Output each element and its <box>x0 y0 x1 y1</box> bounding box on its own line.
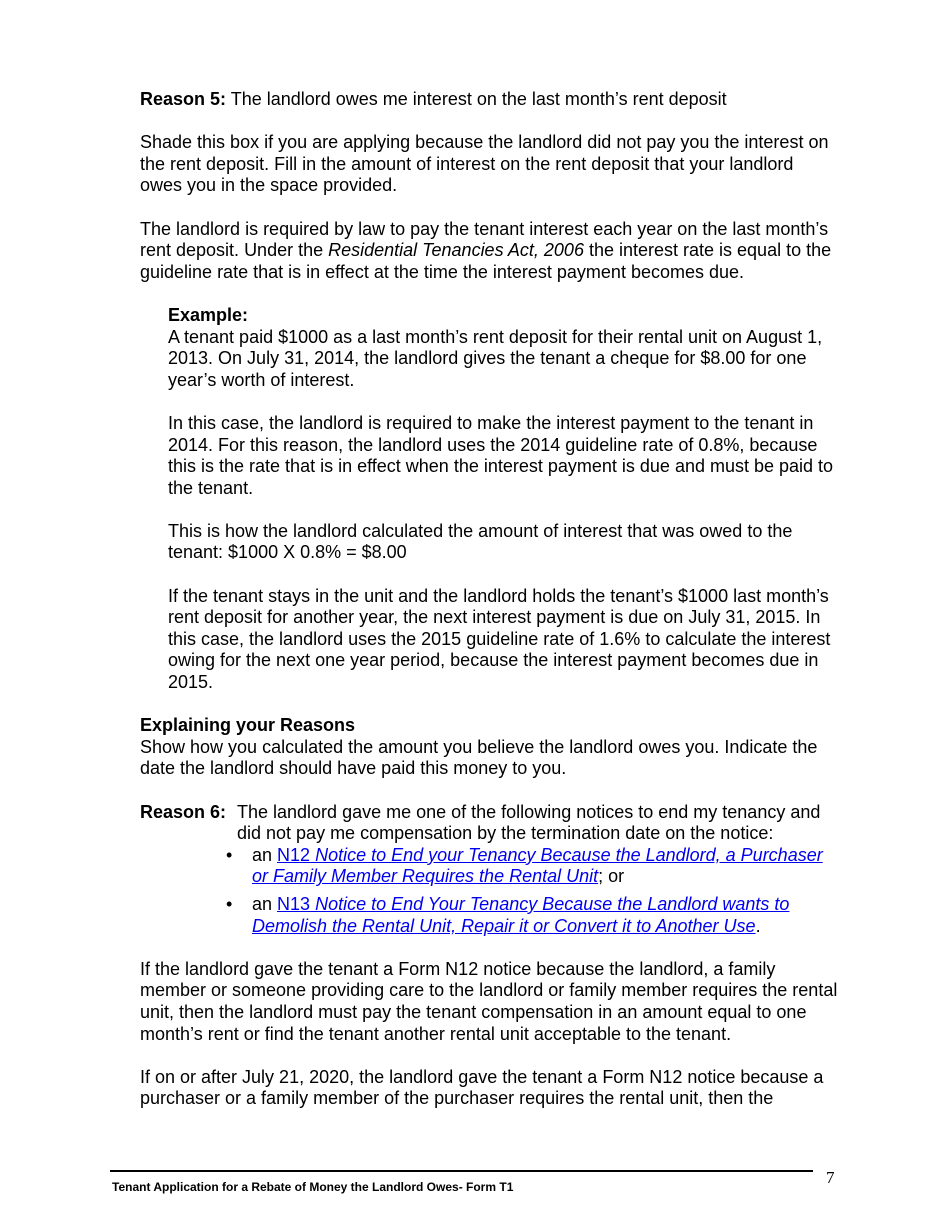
example-paragraph-4: If the tenant stays in the unit and the landlord holds the tenant’s $1000 last month’s rent deposit for another year, the next interest payment is due on July 31, 2015. In this case, the landlord uses the 2015 guideline rate of 1.6% to calculate the interest owing for the next one year period, because the interest payment becomes due in 2015. <box>168 585 831 693</box>
n13-code: N13 <box>277 893 311 914</box>
example-paragraph-1: A tenant paid $1000 as a last month’s rent deposit for their rental unit on August 1, 2013. On July 31, 2014, the landlord gives the tenant a cheque for $8.00 for one year’s worth of interest. <box>168 326 823 390</box>
law-part2: the interest rate is equal to the guideline rate that is in effect at the time the interest payment becomes due. <box>140 240 832 282</box>
reason5-title: The landlord owes me interest on the last month’s rent deposit <box>226 89 727 109</box>
page-number: 7 <box>826 1168 835 1187</box>
explaining-heading-text: Explaining your Reasons <box>140 715 356 736</box>
footer-divider <box>110 1170 813 1172</box>
reason5-label: Reason 5: <box>140 89 227 109</box>
n13-title: Notice to End Your Tenancy Because the Landlord wants to Demolish the Rental Unit, Repair it or Convert it to Another Use <box>252 893 790 936</box>
explaining-text: Show how you calculated the amount you believe the landlord owes you. Indicate the date the landlord should have paid this money to you. <box>140 736 818 779</box>
bullet-icon: • <box>226 844 233 865</box>
n12-compensation-paragraph: If the landlord gave the tenant a Form N12 notice because the landlord, a family member or someone providing care to the landlord or family member requires the rental unit, then the landlord must pay the tenant compensation in an amount equal to one month’s rent or find the tenant another rental unit acceptable to the tenant. <box>140 958 838 1044</box>
explaining-heading <box>140 715 840 737</box>
reason6-block <box>140 802 840 845</box>
n13-notice-link[interactable] <box>252 894 789 936</box>
notice-prefix: an <box>252 893 278 914</box>
reason6-text: The landlord gave me one of the following notices to end my tenancy and did not pay me compensation by the termination date on the notice: <box>237 801 821 844</box>
notice-item-n12 <box>226 844 840 888</box>
notice-suffix: ; or <box>598 866 625 887</box>
notice-list <box>140 845 840 937</box>
notice-suffix: . <box>755 915 761 936</box>
example-paragraph-2: In this case, the landlord is required to make the interest payment to the tenant in 2014. For this reason, the landlord uses the 2014 guideline rate of 0.8%, because this is the rate that is in effect when the interest payment is due and must be paid to the tenant. <box>168 412 834 498</box>
n12-code: N12 <box>277 844 311 865</box>
reason6-label: Reason 6: <box>140 801 227 822</box>
example-block <box>140 305 840 694</box>
reason5-law-paragraph <box>140 219 840 284</box>
reason5-shade-instruction: Shade this box if you are applying because the landlord did not pay you the interest on the rent deposit. Fill in the amount of interest on the rent deposit that your landlord owes you in the space provided. <box>140 132 829 196</box>
n12-notice-link[interactable] <box>252 845 823 887</box>
page-content <box>140 89 840 1110</box>
notice-item-n13 <box>226 893 840 937</box>
reason5-heading <box>140 89 840 111</box>
notice-prefix: an <box>252 844 278 865</box>
n12-purchaser-paragraph: If on or after July 21, 2020, the landlord gave the tenant a Form N12 notice because a purchaser or a family member of the purchaser requires the rental unit, then the <box>140 1066 824 1109</box>
footer-form-title: Tenant Application for a Rebate of Money the Landlord Owes- Form T1 <box>112 1180 514 1194</box>
law-act-title: Residential Tenancies Act, 2006 <box>328 240 584 261</box>
example-heading <box>168 305 840 327</box>
example-heading-text: Example: <box>168 304 249 325</box>
example-paragraph-3: This is how the landlord calculated the amount of interest that was owed to the tenant: $1000 X 0.8% = $8.00 <box>168 520 793 563</box>
law-part1: The landlord is required by law to pay the tenant interest each year on the last month’s rent deposit. Under the <box>140 218 829 261</box>
n12-title: Notice to End your Tenancy Because the Landlord, a Purchaser or Family Member Requires the Rental Unit <box>252 844 823 887</box>
bullet-icon: • <box>226 893 233 914</box>
